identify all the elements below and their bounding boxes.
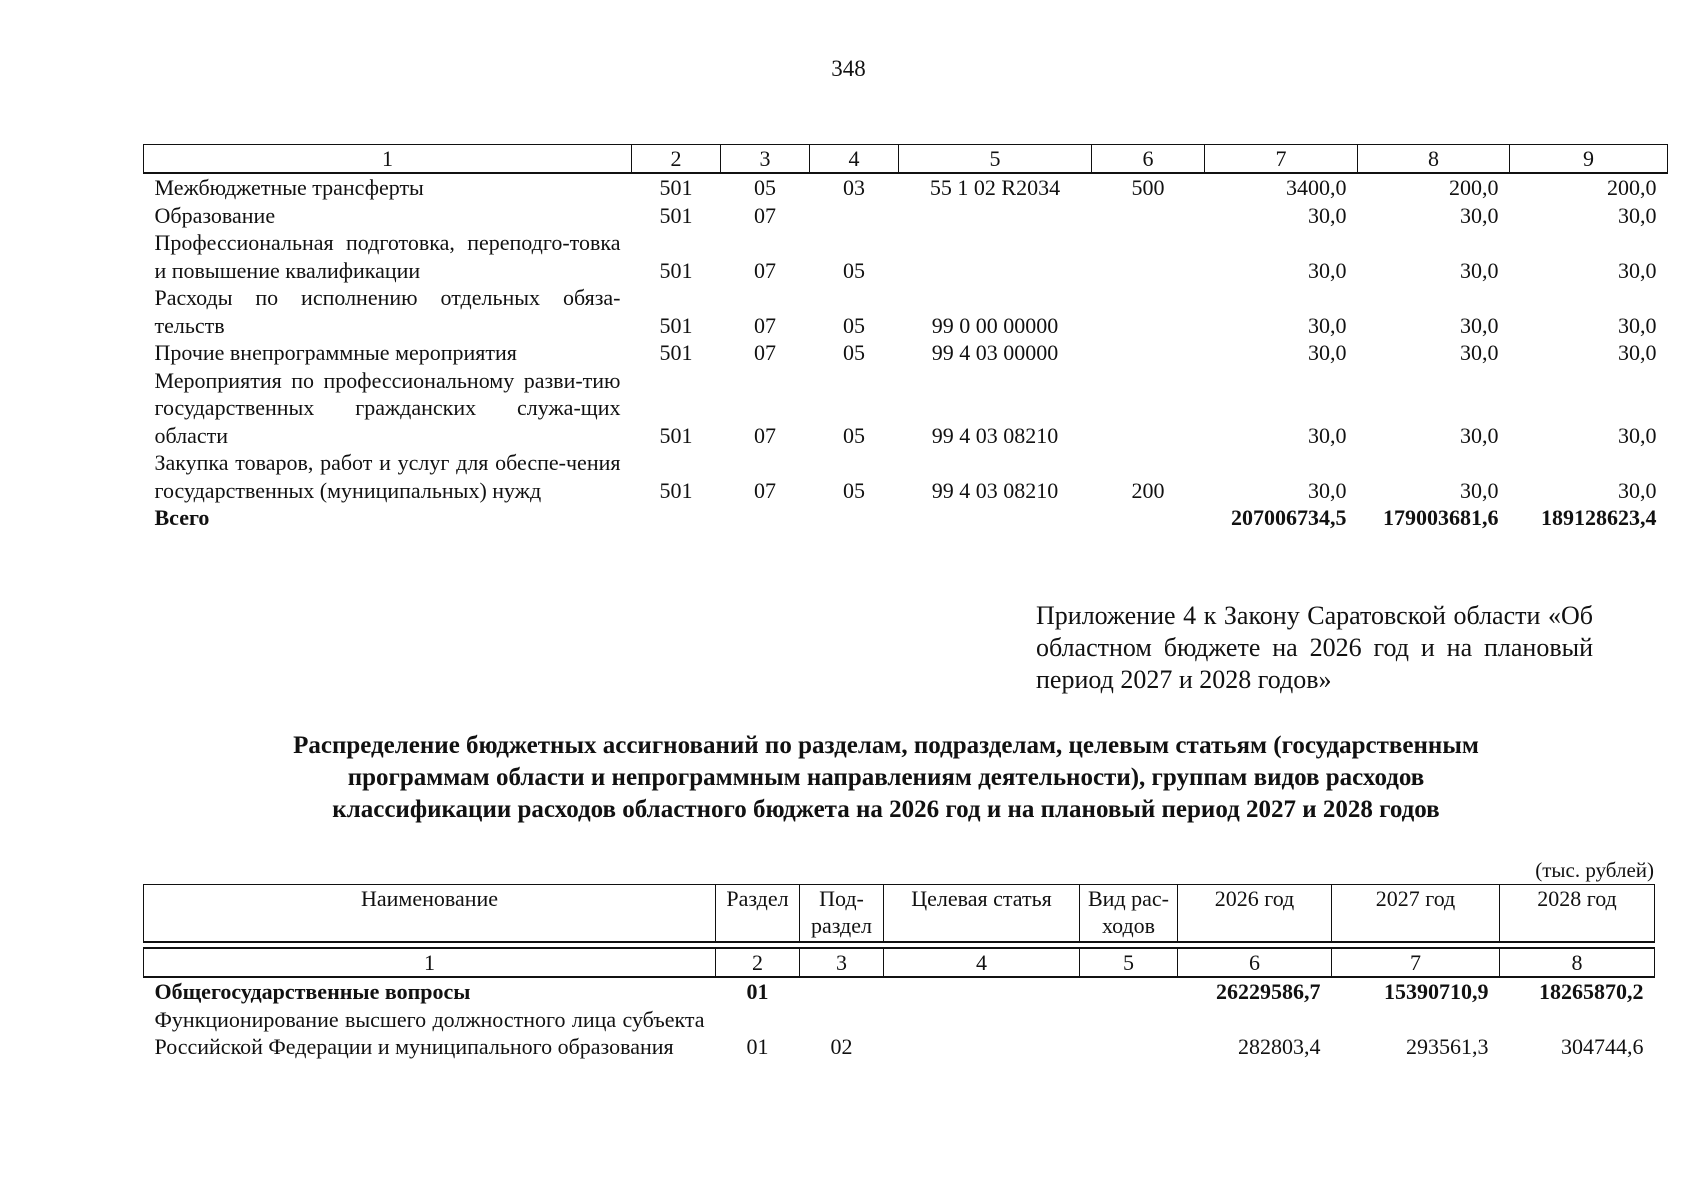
table-row [144, 449, 1668, 504]
row-value-cell: 30,0 [1308, 477, 1347, 503]
header-cell: 6 [1092, 145, 1205, 174]
row-value-cell: 30,0 [1308, 257, 1347, 283]
header-cell: 2028 год [1500, 885, 1655, 943]
row-name-cell: Расходы по исполнению отдельных обяза-тельств [154, 285, 621, 338]
row-value-cell: 30,0 [1460, 422, 1499, 448]
row-value-cell: 07 [754, 202, 776, 228]
row-name-cell: Профессиональная подготовка, переподго-товка и повышение квалификации [154, 230, 621, 283]
row-value-cell [1092, 367, 1205, 450]
row-value-cell: 30,0 [1308, 340, 1347, 365]
table-row [144, 229, 1668, 284]
table-header-row [144, 145, 1668, 174]
row-value-cell: 07 [754, 257, 776, 283]
table-expenses-continued [143, 144, 1668, 532]
row-value-cell: 99 4 03 08210 [931, 422, 1059, 448]
header-cell: 2026 год [1178, 885, 1332, 943]
row-value-cell: 30,0 [1308, 202, 1347, 228]
header-cell: 3 [721, 145, 810, 174]
row-value-cell: 200,0 [1607, 175, 1657, 200]
header-cell: 7 [1205, 145, 1358, 174]
row-value-cell: 501 [659, 340, 693, 365]
row-value-cell: 30,0 [1460, 340, 1499, 365]
table-row [144, 284, 1668, 339]
row-value-cell: 282803,4 [1238, 1034, 1321, 1059]
row-value-cell [1092, 202, 1205, 230]
table-row [144, 977, 1655, 1006]
appendix-note: Приложение 4 к Закону Саратовской области «Об областном бюджете на 2026 год и на плановый период 2027 и 2028 годов» [1036, 601, 1593, 694]
column-number-cell: 4 [884, 948, 1080, 977]
row-value-cell: 501 [659, 312, 693, 338]
row-value-cell: 501 [659, 175, 693, 200]
column-number-cell: 1 [144, 948, 716, 977]
row-value-cell: 05 [754, 175, 776, 200]
header-cell: 5 [899, 145, 1092, 174]
document-title [143, 730, 1629, 826]
row-value-cell: 179003681,6 [1383, 505, 1499, 530]
row-value-cell: 99 4 03 00000 [931, 340, 1059, 365]
row-value-cell: 293561,3 [1406, 1034, 1489, 1059]
header-cell: Раздел [716, 885, 800, 943]
row-value-cell: 501 [659, 257, 693, 283]
row-value-cell [1080, 977, 1178, 1006]
header-cell: 1 [144, 145, 632, 174]
row-value-cell: 30,0 [1618, 340, 1657, 365]
column-number-cell: 6 [1178, 948, 1332, 977]
row-name-cell: Закупка товаров, работ и услуг для обеспе-чения государственных (муниципальных) нужд [154, 450, 621, 503]
table-budget-allocation [143, 884, 1655, 1061]
header-cell: 2 [632, 145, 721, 174]
row-name-cell: Мероприятия по профессиональному разви-тию государственных гражданских служа-щих области [154, 367, 621, 448]
header-cell: Наименование [144, 885, 716, 943]
row-value-cell: 189128623,4 [1541, 505, 1657, 530]
title-line: программам области и непрограммным направлениям деятельности), группам видов расходов [347, 764, 1425, 791]
row-value-cell: 07 [754, 422, 776, 448]
column-number-cell: 8 [1500, 948, 1655, 977]
row-value-cell [1092, 339, 1205, 367]
row-name-cell: Общегосударственные вопросы [154, 979, 471, 1004]
row-value-cell [884, 1006, 1080, 1061]
row-value-cell: 3400,0 [1286, 175, 1347, 200]
row-value-cell: 15390710,9 [1384, 979, 1489, 1004]
row-value-cell: 30,0 [1618, 477, 1657, 503]
column-number-cell: 3 [800, 948, 884, 977]
row-value-cell: 500 [1131, 175, 1165, 200]
row-value-cell [899, 202, 1092, 230]
row-value-cell: 200,0 [1449, 175, 1499, 200]
empty-cell [810, 504, 899, 532]
row-value-cell [899, 229, 1092, 284]
header-cell: Вид рас-ходов [1080, 885, 1178, 943]
row-value-cell: 03 [843, 175, 865, 200]
row-value-cell: 501 [659, 477, 693, 503]
header-cell: 9 [1510, 145, 1668, 174]
row-value-cell: 99 4 03 08210 [931, 477, 1059, 503]
row-value-cell: 200 [1131, 477, 1165, 503]
column-number-cell: 2 [716, 948, 800, 977]
table-row [144, 173, 1668, 202]
row-name-cell: Функционирование высшего должностного лица субъекта Российской Федерации и муниципального образования [154, 1006, 705, 1059]
unit-label: (тыс. рублей) [1535, 858, 1654, 882]
header-cell: 2027 год [1332, 885, 1500, 943]
table-row [144, 367, 1668, 450]
row-value-cell: 30,0 [1308, 422, 1347, 448]
row-value-cell: 18265870,2 [1539, 979, 1644, 1004]
row-value-cell: 30,0 [1308, 312, 1347, 338]
table-row [144, 339, 1668, 367]
row-value-cell: 01 [746, 979, 769, 1004]
row-value-cell: 30,0 [1618, 202, 1657, 228]
row-value-cell: 304744,6 [1561, 1034, 1644, 1059]
row-value-cell [810, 202, 899, 230]
header-cell: Целевая статья [884, 885, 1080, 943]
row-value-cell: 01 [746, 1034, 769, 1059]
row-value-cell: 05 [843, 312, 865, 338]
row-value-cell: 30,0 [1618, 422, 1657, 448]
row-value-cell: 05 [843, 422, 865, 448]
header-cell: 8 [1358, 145, 1510, 174]
row-value-cell: 02 [830, 1034, 853, 1059]
empty-cell [899, 504, 1092, 532]
row-value-cell: 30,0 [1618, 257, 1657, 283]
column-number-row [144, 948, 1655, 977]
title-line: классификации расходов областного бюджета на 2026 год и на плановый период 2027 и 2028 годов [332, 796, 1440, 823]
row-value-cell: 07 [754, 312, 776, 338]
table-row [144, 202, 1668, 230]
row-value-cell: 05 [843, 340, 865, 365]
header-cell: 4 [810, 145, 899, 174]
table-row [144, 1006, 1655, 1061]
total-row [144, 504, 1668, 532]
empty-cell [1092, 504, 1205, 532]
row-value-cell: 30,0 [1460, 257, 1499, 283]
empty-cell [721, 504, 810, 532]
row-value-cell: 07 [754, 340, 776, 365]
row-value-cell: 501 [659, 202, 693, 228]
row-name-cell: Всего [154, 505, 210, 530]
page-number: 348 [831, 56, 866, 81]
table-header-row [144, 885, 1655, 943]
row-value-cell: 26229586,7 [1216, 979, 1321, 1004]
row-value-cell [884, 977, 1080, 1006]
title-line: Распределение бюджетных ассигнований по разделам, подразделам, целевым статьям (государственным [293, 732, 1479, 759]
row-value-cell [800, 977, 884, 1006]
header-cell: Под-раздел [800, 885, 884, 943]
row-value-cell: 99 0 00 00000 [931, 312, 1059, 338]
column-number-cell: 7 [1332, 948, 1500, 977]
row-value-cell: 05 [843, 477, 865, 503]
empty-cell [632, 504, 721, 532]
row-value-cell: 207006734,5 [1231, 505, 1347, 530]
column-number-cell: 5 [1080, 948, 1178, 977]
row-value-cell: 07 [754, 477, 776, 503]
row-value-cell: 501 [659, 422, 693, 448]
row-value-cell: 55 1 02 R2034 [929, 175, 1061, 200]
row-value-cell: 30,0 [1460, 202, 1499, 228]
row-name-cell: Образование [154, 202, 276, 228]
row-name-cell: Прочие внепрограммные мероприятия [154, 340, 517, 365]
row-value-cell [1092, 284, 1205, 339]
row-value-cell: 30,0 [1460, 312, 1499, 338]
row-value-cell: 30,0 [1460, 477, 1499, 503]
row-name-cell: Межбюджетные трансферты [154, 175, 424, 200]
row-value-cell: 30,0 [1618, 312, 1657, 338]
row-value-cell [1080, 1006, 1178, 1061]
row-value-cell: 05 [843, 257, 865, 283]
row-value-cell [1092, 229, 1205, 284]
